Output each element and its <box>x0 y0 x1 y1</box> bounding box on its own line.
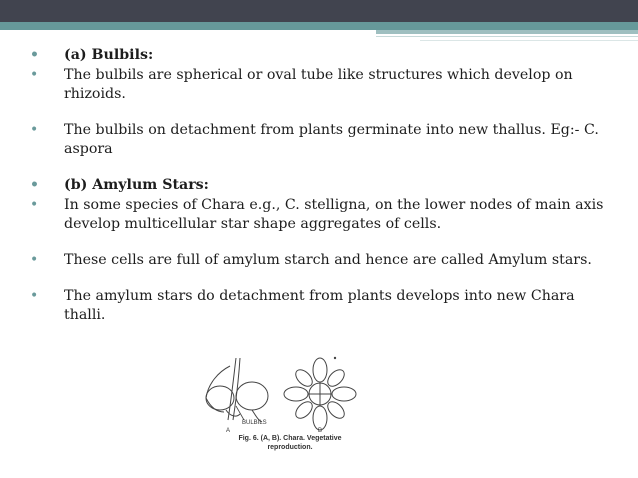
caption-line-2: reproduction. <box>267 444 313 451</box>
figure-drawing <box>196 354 364 434</box>
bullet-text: The bulbils are spherical or oval tube like structures which develop on rhizoids. <box>64 67 573 102</box>
accent-band-secondary <box>376 30 638 34</box>
bullet-bulbils-germination <box>26 121 616 159</box>
bullet-amylum-description <box>26 196 616 234</box>
bullet-dot: • <box>30 288 39 304</box>
bullet-dot: • <box>30 122 39 138</box>
bullet-dot: • <box>30 177 39 193</box>
label-bulbils: BULBILS <box>242 420 267 426</box>
bullet-bulbils-description <box>26 66 616 104</box>
divider-line <box>376 36 638 37</box>
bullet-text: The bulbils on detachment from plants germinate into new thallus. Eg:- C. aspora <box>64 122 599 157</box>
label-figure-b: B <box>318 428 323 434</box>
slide-content <box>26 46 616 325</box>
vegetative-reproduction-figure <box>196 354 364 454</box>
caption-line-1: Fig. 6. (A, B). Chara. Vegetative <box>238 435 342 442</box>
bullet-text: These cells are full of amylum starch and hence are called Amylum stars. <box>64 252 592 268</box>
bullet-heading-amylum-stars <box>26 176 616 195</box>
amylum-star-illustration <box>284 358 356 430</box>
label-figure-a: A <box>226 428 231 434</box>
bullet-text: (b) Amylum Stars: <box>64 177 209 193</box>
bullet-text: The amylum stars do detachment from plants develops into new Chara thalli. <box>64 288 575 323</box>
bullet-dot: • <box>30 67 39 83</box>
bullet-text: (a) Bulbils: <box>64 47 154 63</box>
title-bar <box>0 0 638 22</box>
bullet-heading-bulbils <box>26 46 616 65</box>
figure-caption <box>222 434 358 452</box>
bullet-text: In some species of Chara e.g., C. stelligna, on the lower nodes of main axis develop multicellular star shape aggregates of cells. <box>64 197 604 232</box>
bullet-amylum-detachment <box>26 287 616 325</box>
bullet-dot: • <box>30 47 39 63</box>
accent-band <box>0 22 638 30</box>
bullet-dot: • <box>30 252 39 268</box>
bulbil-illustration <box>206 358 268 422</box>
bullet-dot: • <box>30 197 39 213</box>
divider-line-2 <box>420 40 638 41</box>
bullet-amylum-starch <box>26 251 616 270</box>
